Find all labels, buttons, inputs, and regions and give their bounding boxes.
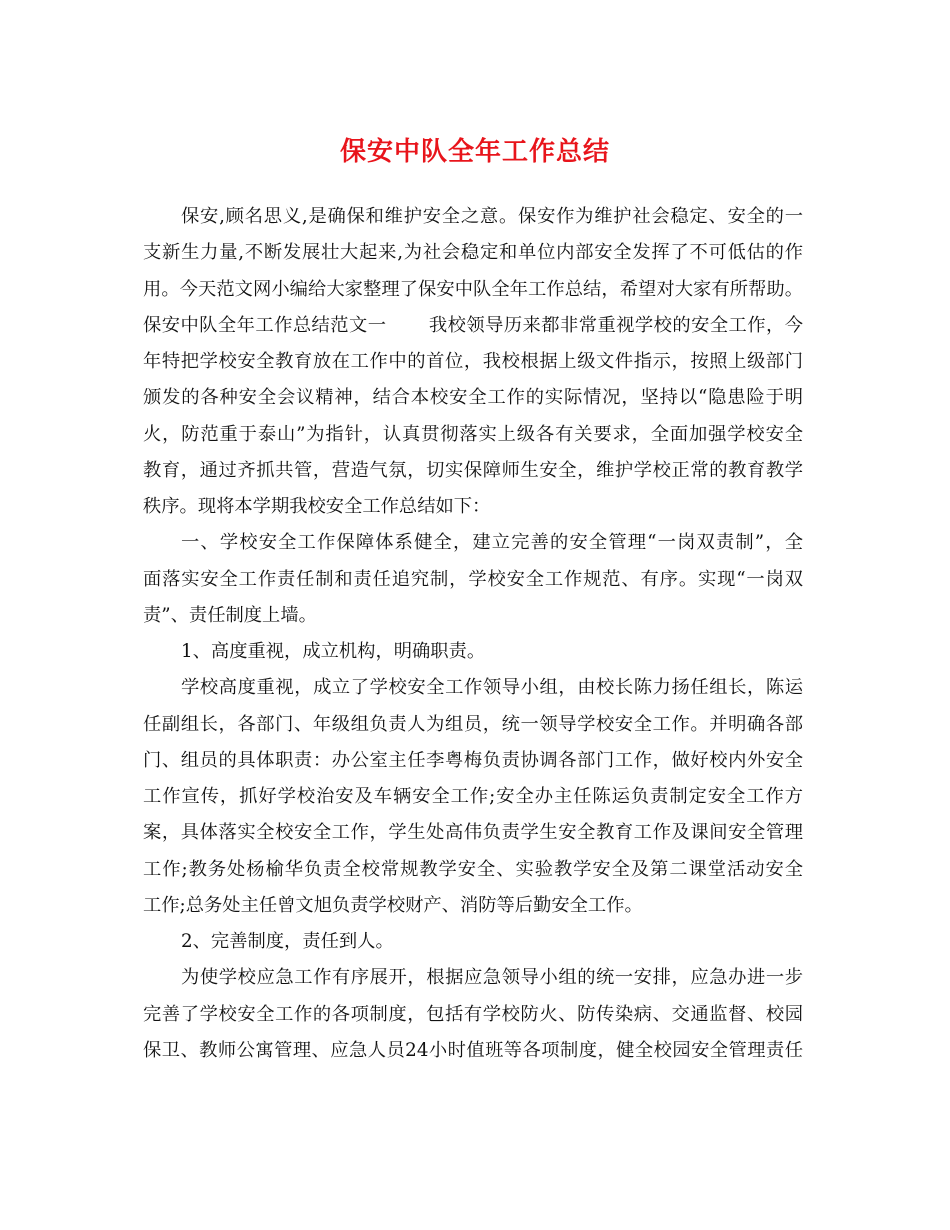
paragraph-line: 任副组长，各部门、年级组负责人为组员，统一领导学校安全工作。并明确各部 [143, 713, 803, 735]
paragraph-line: 案，具体落实全校安全工作，学生处高伟负责学生安全教育工作及课间安全管理 [143, 822, 803, 844]
paragraph-line: 门、组员的具体职责：办公室主任李粤梅负责协调各部门工作，做好校内外安全 [143, 749, 803, 771]
paragraph-line: 教育，通过齐抓共管，营造气氛，切实保障师生安全，维护学校正常的教育教学 [143, 459, 803, 481]
paragraph-line: 工作宣传，抓好学校治安及车辆安全工作;安全办主任陈运负责制定安全工作方 [143, 786, 803, 807]
document-body [143, 199, 803, 1069]
paragraph-line: 一、学校安全工作保障体系健全，建立完善的安全管理“一岗双责制”，全 [181, 532, 803, 554]
paragraph-line: 工作;教务处杨榆华负责全校常规教学安全、实验教学安全及第二课堂活动安全 [143, 858, 803, 880]
paragraph-line: 用。今天范文网小编给大家整理了保安中队全年工作总结，希望对大家有所帮助。 [143, 278, 803, 300]
paragraph-line: 保卫、教师公寓管理、应急人员24小时值班等各项制度，健全校园安全管理责任 [143, 1039, 803, 1061]
sample-heading: 保安中队全年工作总结范文一 [143, 314, 387, 336]
section-heading: 1、高度重视，成立机构，明确职责。 [181, 641, 486, 662]
paragraph-line: 年特把学校安全教育放在工作中的首位，我校根据上级文件指示，按照上级部门 [143, 351, 803, 372]
paragraph-line: 为使学校应急工作有序展开，根据应急领导小组的统一安排，应急办进一步 [181, 967, 803, 989]
paragraph-line: 责”、责任制度上墙。 [143, 604, 317, 626]
paragraph-line: 学校高度重视，成立了学校安全工作领导小组，由校长陈力扬任组长，陈运 [181, 677, 803, 699]
paragraph-line: 支新生力量,不断发展壮大起来,为社会稳定和单位内部安全发挥了不可低估的作 [143, 242, 803, 264]
document-title: 保安中队全年工作总结 [339, 137, 610, 167]
paragraph-line: 工作;总务处主任曾文旭负责学校财产、消防等后勤安全工作。 [143, 894, 643, 916]
paragraph-line: 秩序。现将本学期我校安全工作总结如下： [143, 496, 491, 517]
paragraph-line: 完善了学校安全工作的各项制度，包括有学校防火、防传染病、交通监督、校园 [143, 1003, 803, 1025]
paragraph-text: 我校领导历来都非常重视学校的安全工作，今 [428, 314, 804, 336]
paragraph-line: 面落实安全工作责任制和责任追究制，学校安全工作规范、有序。实现“一岗双 [143, 568, 803, 590]
paragraph-line: 颁发的各种安全会议精神，结合本校安全工作的实际情况，坚持以“隐患险于明 [143, 387, 803, 409]
paragraph-line: 火，防范重于泰山”为指针，认真贯彻落实上级各有关要求，全面加强学校安全 [143, 423, 803, 445]
paragraph-line-mixed [143, 308, 803, 344]
section-heading: 2、完善制度，责任到人。 [181, 931, 394, 952]
paragraph-line: 保安,顾名思义,是确保和维护安全之意。保安作为维护社会稳定、安全的一 [181, 206, 803, 227]
